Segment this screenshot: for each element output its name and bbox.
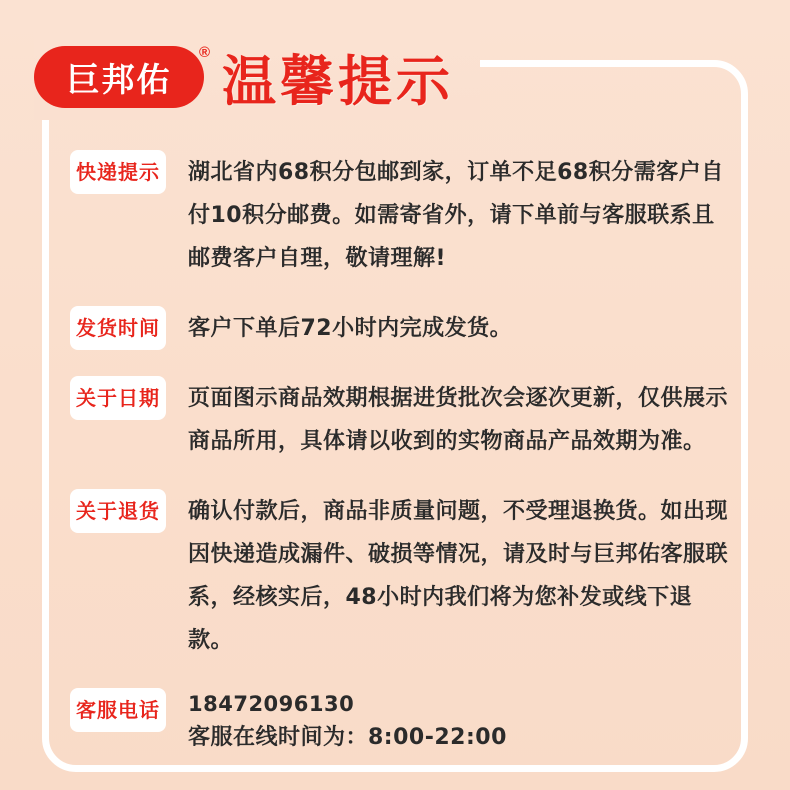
notice-text: 客户下单后72小时内完成发货。: [188, 316, 513, 341]
notice-row-returns: [70, 489, 730, 662]
page-title: 温馨提示: [222, 49, 454, 113]
registered-trademark-icon: ®: [198, 44, 210, 61]
notice-tag: 关于退货: [70, 489, 166, 533]
brand-logo: [34, 44, 210, 108]
notice-tag: 快递提示: [70, 150, 166, 194]
notice-tag: 客服电话: [70, 688, 166, 732]
poster-header: [34, 34, 480, 120]
customer-service-hours: 客服在线时间为：8:00-22:00: [188, 725, 507, 750]
notice-list: [70, 150, 730, 782]
notice-tag: 发货时间: [70, 306, 166, 350]
notice-row-shipping-note: [70, 150, 730, 280]
notice-text: 确认付款后，商品非质量问题，不受理退换货。如出现因快递造成漏件、破损等情况，请及时与巨邦佑客服联系，经核实后，48小时内我们将为您补发或线下退款。: [188, 499, 729, 653]
brand-logo-text: 巨邦佑: [66, 59, 172, 99]
customer-service-block: [188, 688, 730, 756]
notice-row-expiry-date: [70, 376, 730, 463]
notice-row-customer-service: [70, 688, 730, 756]
notice-text: 湖北省内68积分包邮到家，订单不足68积分需客户自付10积分邮费。如需寄省外，请下单前与客服联系且邮费客户自理，敬请理解!: [188, 160, 724, 271]
customer-service-phone[interactable]: 18472096130: [188, 692, 355, 716]
notice-text: 页面图示商品效期根据进货批次会逐次更新，仅供展示商品所用，具体请以收到的实物商品产品效期为准。: [188, 386, 729, 454]
notice-row-dispatch-time: [70, 306, 730, 350]
notice-tag: 关于日期: [70, 376, 166, 420]
